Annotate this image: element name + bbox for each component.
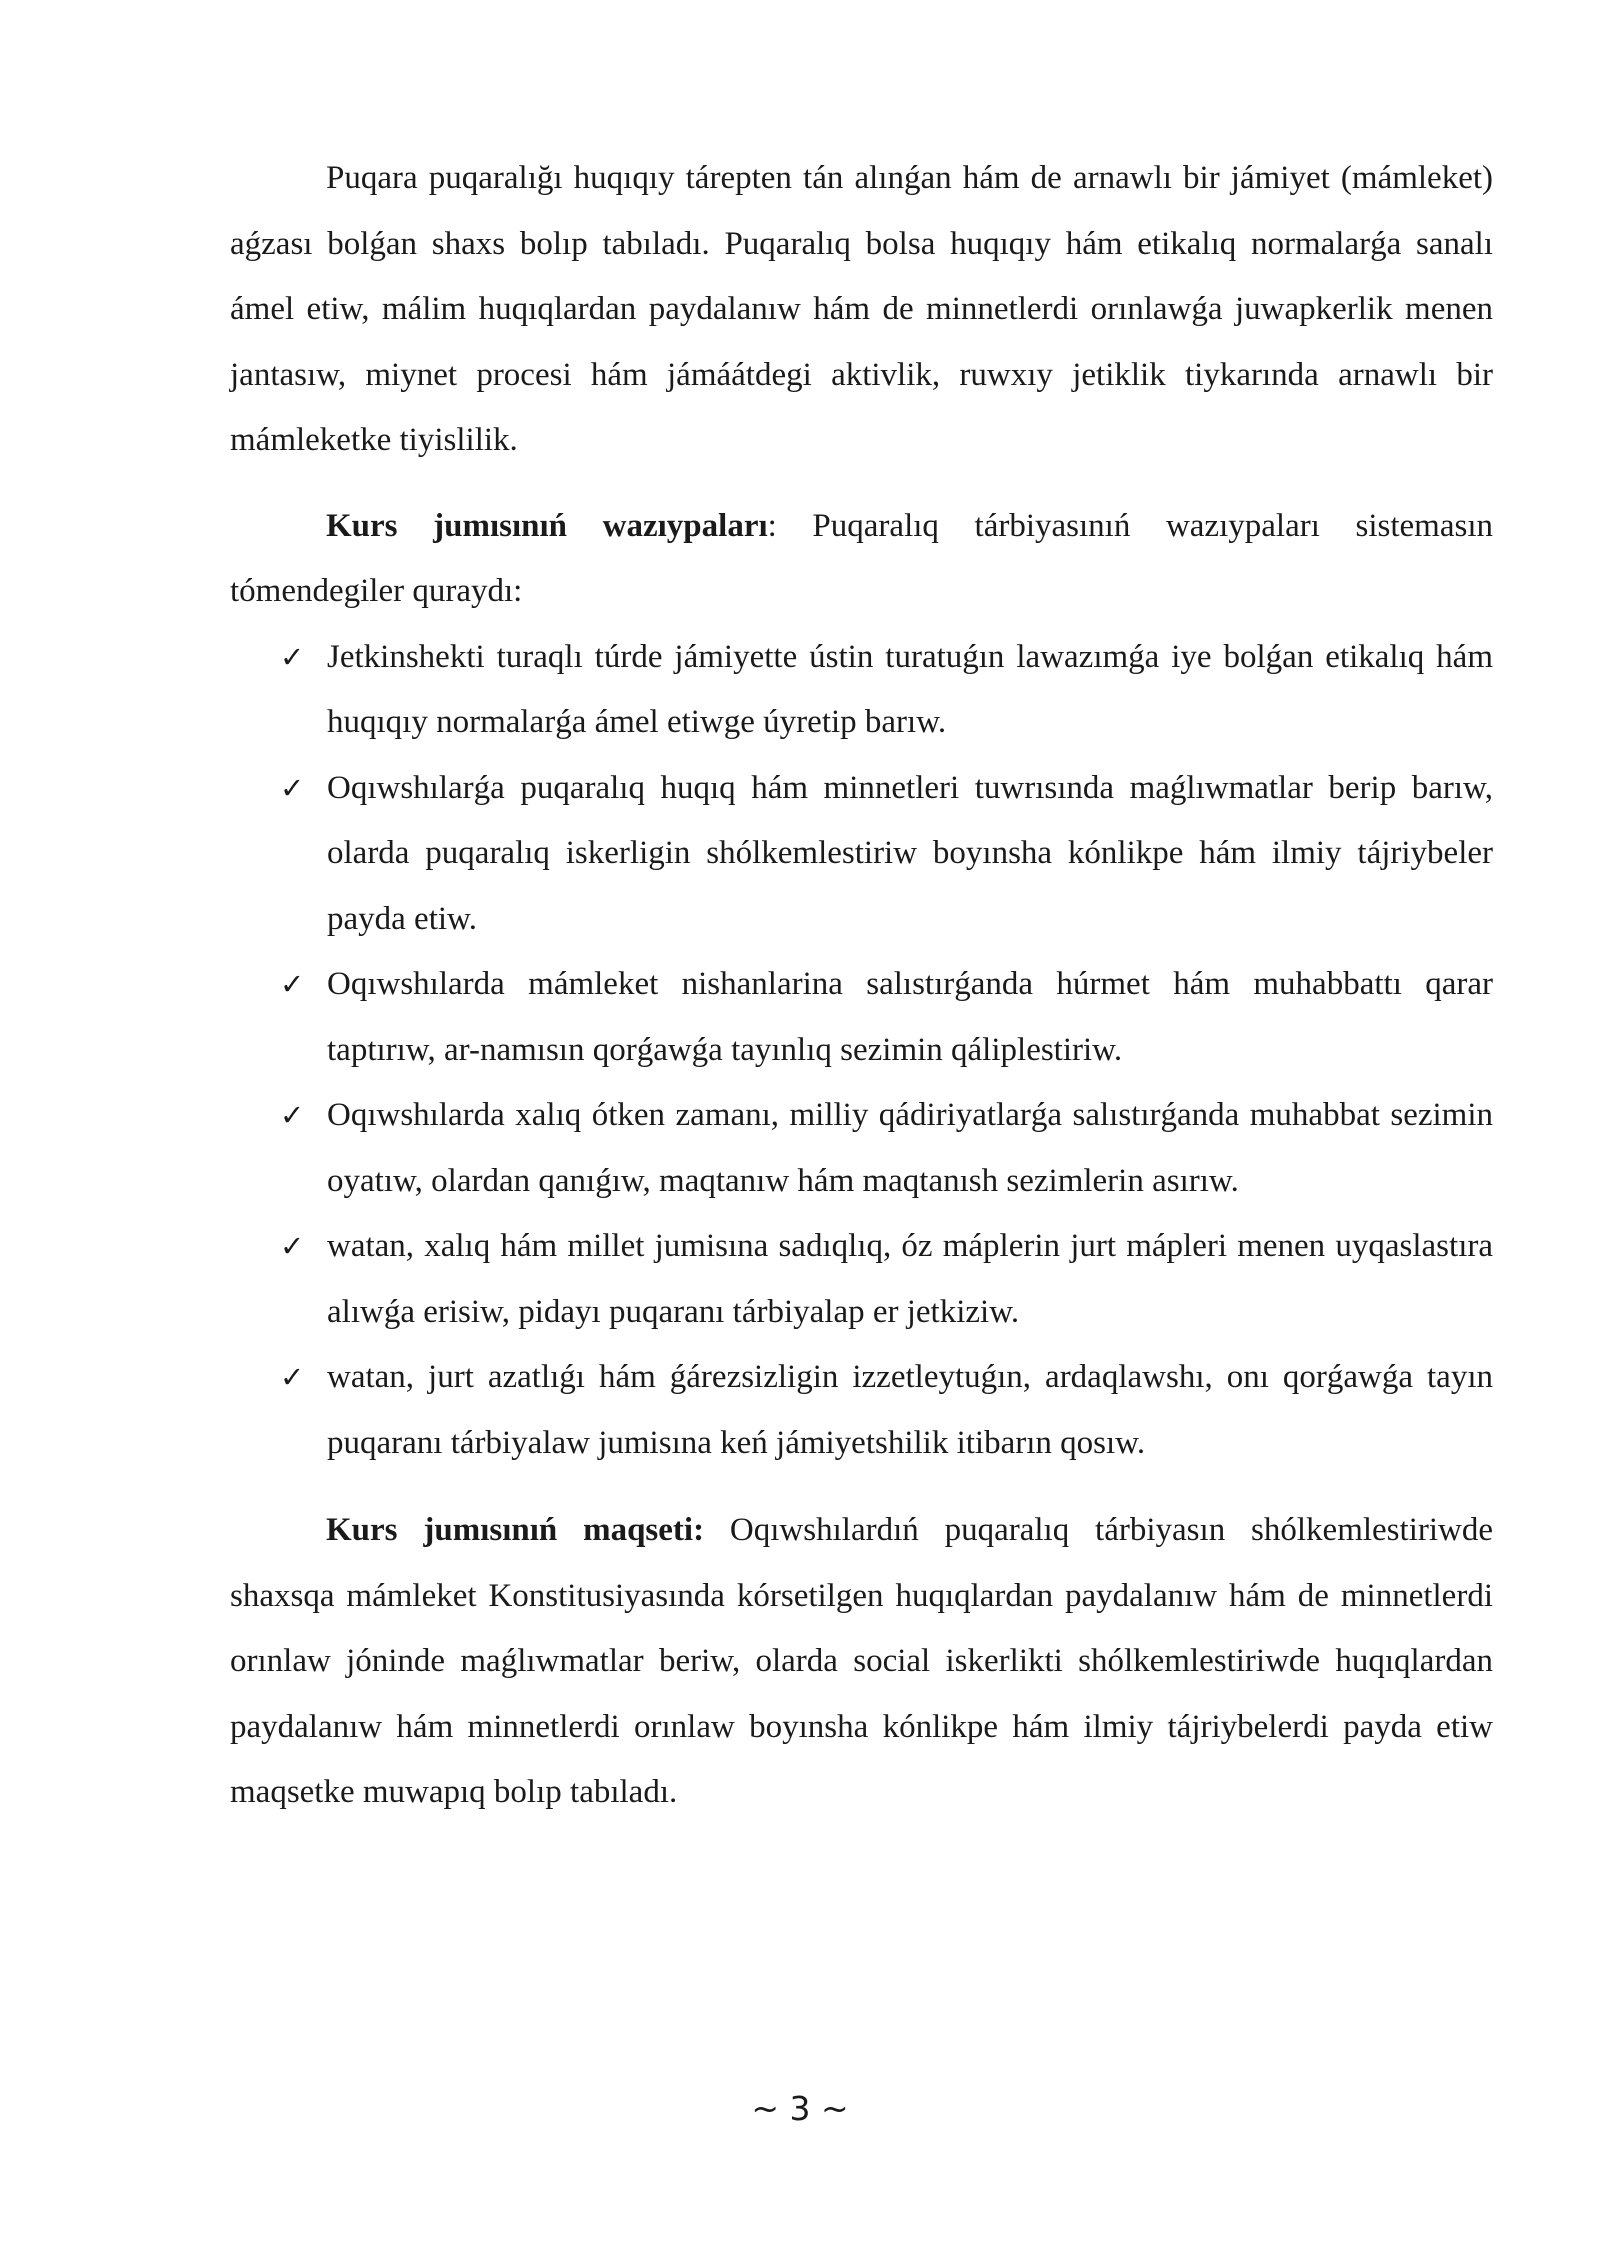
checkmark-icon: ✓ (280, 770, 305, 805)
tasks-checklist (230, 625, 1493, 1477)
intro-paragraph (230, 146, 1493, 474)
list-item (230, 1345, 1493, 1476)
list-item-text: watan, jurt azatlıǵı hám ǵárezsizligin izzetleytuǵın, ardaqlawshı, onı qorǵawǵa tayın puqaranı tárbiyalaw jumisına keń jámiyetshilik itibarın qosıw. (327, 1359, 1493, 1461)
checkmark-icon: ✓ (280, 1360, 305, 1394)
goal-text: Oqıwshılardıń puqaralıq tárbiyasın shólkemlestiriwde shaxsqa mámleket Konstitusiyasında kórsetilgen huqıqlardan paydalanıw hám de minnetlerdi orınlaw jóninde maǵlıwmatlar beriw, olarda social iskerlikti shólkemlestiriwde huqıqlardan paydalanıw hám minnetlerdi orınlaw boyınsha kónlikpe hám ilmiy tájriybelerdi payda etiw maqsetke muwapıq bolıp tabıladı. (230, 1512, 1493, 1810)
list-item-text: Jetkinshekti turaqlı túrde jámiyette ústin turatuǵın lawazımǵa iye bolǵan etikalıq hám huqıqıy normalarǵa ámel etiwge úyretip barıw. (327, 638, 1493, 740)
list-item-text: Oqıwshılarda xalıq ótken zamanı, milliy qádiriyatlarǵa salıstırǵanda muhabbat sezimin oyatıw, olardan qanıǵıw, maqtanıw hám maqtanısh sezimlerin asırıw. (327, 1097, 1493, 1199)
goal-paragraph (230, 1498, 1493, 1826)
page-number: ~ 3 ~ (751, 2089, 849, 2128)
checkmark-icon: ✓ (280, 967, 305, 1001)
goal-heading: Kurs jumısınıń maqseti: (326, 1512, 705, 1548)
checkmark-icon: ✓ (280, 1229, 305, 1263)
list-item (230, 952, 1493, 1083)
checkmark-icon: ✓ (280, 1098, 305, 1132)
list-item (230, 1214, 1493, 1345)
tasks-heading: Kurs jumısınıń wazıypaları (326, 507, 768, 544)
tasks-paragraph (230, 494, 1493, 625)
list-item (230, 1083, 1493, 1214)
list-item-text: Oqıwshılarda mámleket nishanlarina salıstırǵanda húrmet hám muhabbattı qarar taptırıw, ar-namısın qorǵawǵa tayınlıq sezimin qáliplestiriw. (327, 966, 1493, 1068)
document-page (230, 146, 1493, 1826)
list-item (230, 756, 1493, 953)
list-item-text: Oqıwshılarǵa puqaralıq huqıq hám minnetleri tuwrısında maǵlıwmatlar berip barıw, olarda puqaralıq iskerligin shólkemlestiriw boyınsha kónlikpe hám ilmiy tájriybeler payda etiw. (327, 769, 1493, 937)
intro-text: Puqara puqaralığı huqıqıy tárepten tán alınǵan hám de arnawlı bir jámiyet (mámleket) aǵzası bolǵan shaxs bolıp tabıladı. Puqaralıq bolsa huqıqıy hám etikalıq normalarǵa sanalı ámel etiw, málim huqıqlardan paydalanıw hám de minnetlerdi orınlawǵa juwapkerlik menen jantasıw, miynet procesi hám jámáátdegi aktivlik, ruwxıy jetiklik tiykarında arnawlı bir mámleketke tiyislilik. (230, 160, 1493, 458)
tasks-intro-text: : Puqaralıq tárbiyasınıń wazıypaları sistemasın tómendegiler quraydı: (230, 507, 1493, 609)
list-item-text: watan, xalıq hám millet jumisına sadıqlıq, óz máplerin jurt mápleri menen uyqaslastıra alıwǵa erisiw, pidayı puqaranı tárbiyalap er jetkiziw. (327, 1228, 1493, 1330)
list-item (230, 625, 1493, 756)
checkmark-icon: ✓ (280, 639, 305, 674)
